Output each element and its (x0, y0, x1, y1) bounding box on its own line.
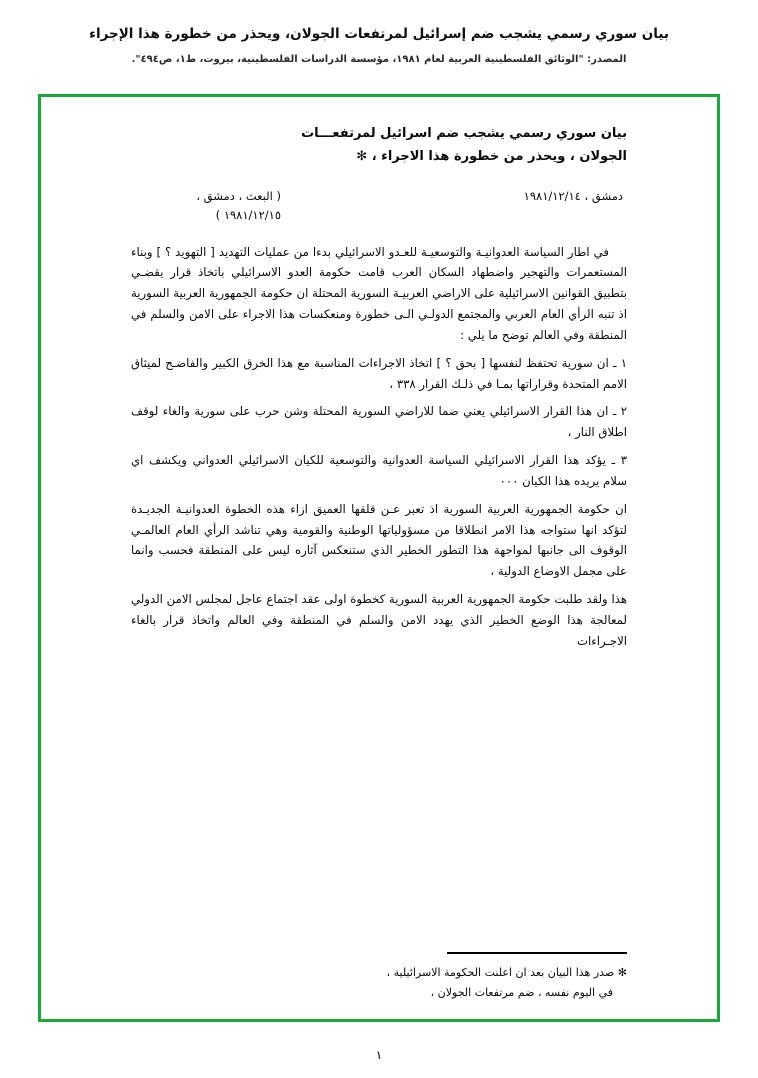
footnote-line-1: ✻ صدر هذا البيان بعد ان اعلنت الحكومة الاسرائيلية ، (386, 966, 627, 980)
paragraph: ان حكومة الجمهورية العربية السورية اذ تعبر عـن قلقها العميق ازاء هذه الخطوة العدوانيـة الجديـدة لتؤكد انها ستواجه هذا الامر انطلاقا من مسؤولياتها الوطنية والقومية وهي تناشد الرأي العام العالمـي الوقوف الى جانبها لمواجهة هذا التطور الخطير الذي ستنعكس آثاره ليس على المنطقة فحسب وانما على مجمل الاوضاع الدولية ، (131, 501, 627, 579)
footnote-line-2: في اليوم نفسه ، ضم مرتفعات الجولان ، (430, 986, 613, 1000)
footnote-separator (447, 952, 627, 954)
dateline-place-date: دمشق ، ١٩٨١/١٢/١٤ (523, 188, 623, 203)
paragraph: هذا ولقد طلبت حكومة الجمهورية العربية السورية كخطوة اولى عقد اجتماع عاجل لمجلس الامن الدولي لمعالجة هذا الوضع الخطير الذي يهدد الامن والسلم في المنطقة وفي العالم واتخاذ قرار بالغاء الاجـراءات (131, 592, 627, 648)
scanned-page-frame (38, 94, 720, 1022)
scan-title-line-2: الجولان ، ويحذر من خطورة هذا الاجراء ، ✻ (356, 148, 627, 164)
dateline (131, 187, 627, 226)
document-header (0, 0, 758, 65)
footnote-area (131, 952, 627, 1003)
paragraph: ١ ـ ان سورية تحتفظ لنفسها [ بحق ؟ ] اتخاذ الاجراءات المناسبة مع هذا الخرق الكبير والفاضـح لميثاق الامم المتحدة وقراراتها بمـا في ذلـك القرار ٣٣٨ ، (131, 355, 627, 391)
dateline-publication-line-1: ( البعث ، دمشق ، (196, 188, 281, 203)
scanned-page-content (41, 97, 717, 1019)
footnote (131, 963, 627, 1003)
statement-body (131, 242, 627, 652)
paragraph: ٣ ـ يؤكد هذا القرار الاسرائيلي السياسة العدوانية والتوسعية للكيان الاسرائيلي العدواني ويكشف اي سلام يريده هذا الكيان ٠٠٠ (131, 453, 627, 488)
source-citation: المصدر: "الوثائق الفلسطينية العربية لعام ١٩٨١، مؤسسة الدراسات الفلسطينية، بيروت، ط١، ص٤٩٤". (131, 53, 627, 65)
dateline-publication (131, 187, 281, 226)
paragraph: في اطار السياسة العدوانيـة والتوسعيـة للعـدو الاسرائيلي بدءا من عمليات التهديد [ التهويد ؟ ] وبناء المستعمرات والتهجير واضطهاد السكان العرب قامت حكومة العدو الاسرائيلي باتخاذ قرار يقضـي بتطبيق القوانين الاسرائيلية على الاراضي العربيـة السورية المحتلة ان حكومة الجمهورية العربية السورية اذ تنبه الرأي العام العربي والمجتمع الدولـي الـى خطورة ومنعكسات هذا الاجراء على الامن والسلم في المنطقة وفي العالم توضح ما يلي : (131, 244, 627, 342)
dateline-publication-line-2: ١٩٨١/١٢/١٥ ) (215, 208, 281, 223)
scan-title-line-1: بيان سوري رسمي يشجب ضم اسرائيل لمرتفعـــات (301, 126, 627, 141)
page-title: بيان سوري رسمي يشجب ضم إسرائيل لمرتفعات الجولان، ويحذر من خطورة هذا الإجراء (89, 26, 669, 42)
paragraph: ٢ ـ ان هذا القرار الاسرائيلي يعني ضما للاراضي السورية المحتلة وشن حرب على سورية والغاء لوقف اطلاق النار ، (131, 404, 627, 440)
page-number: ١ (375, 1048, 383, 1062)
scan-title (131, 123, 627, 169)
